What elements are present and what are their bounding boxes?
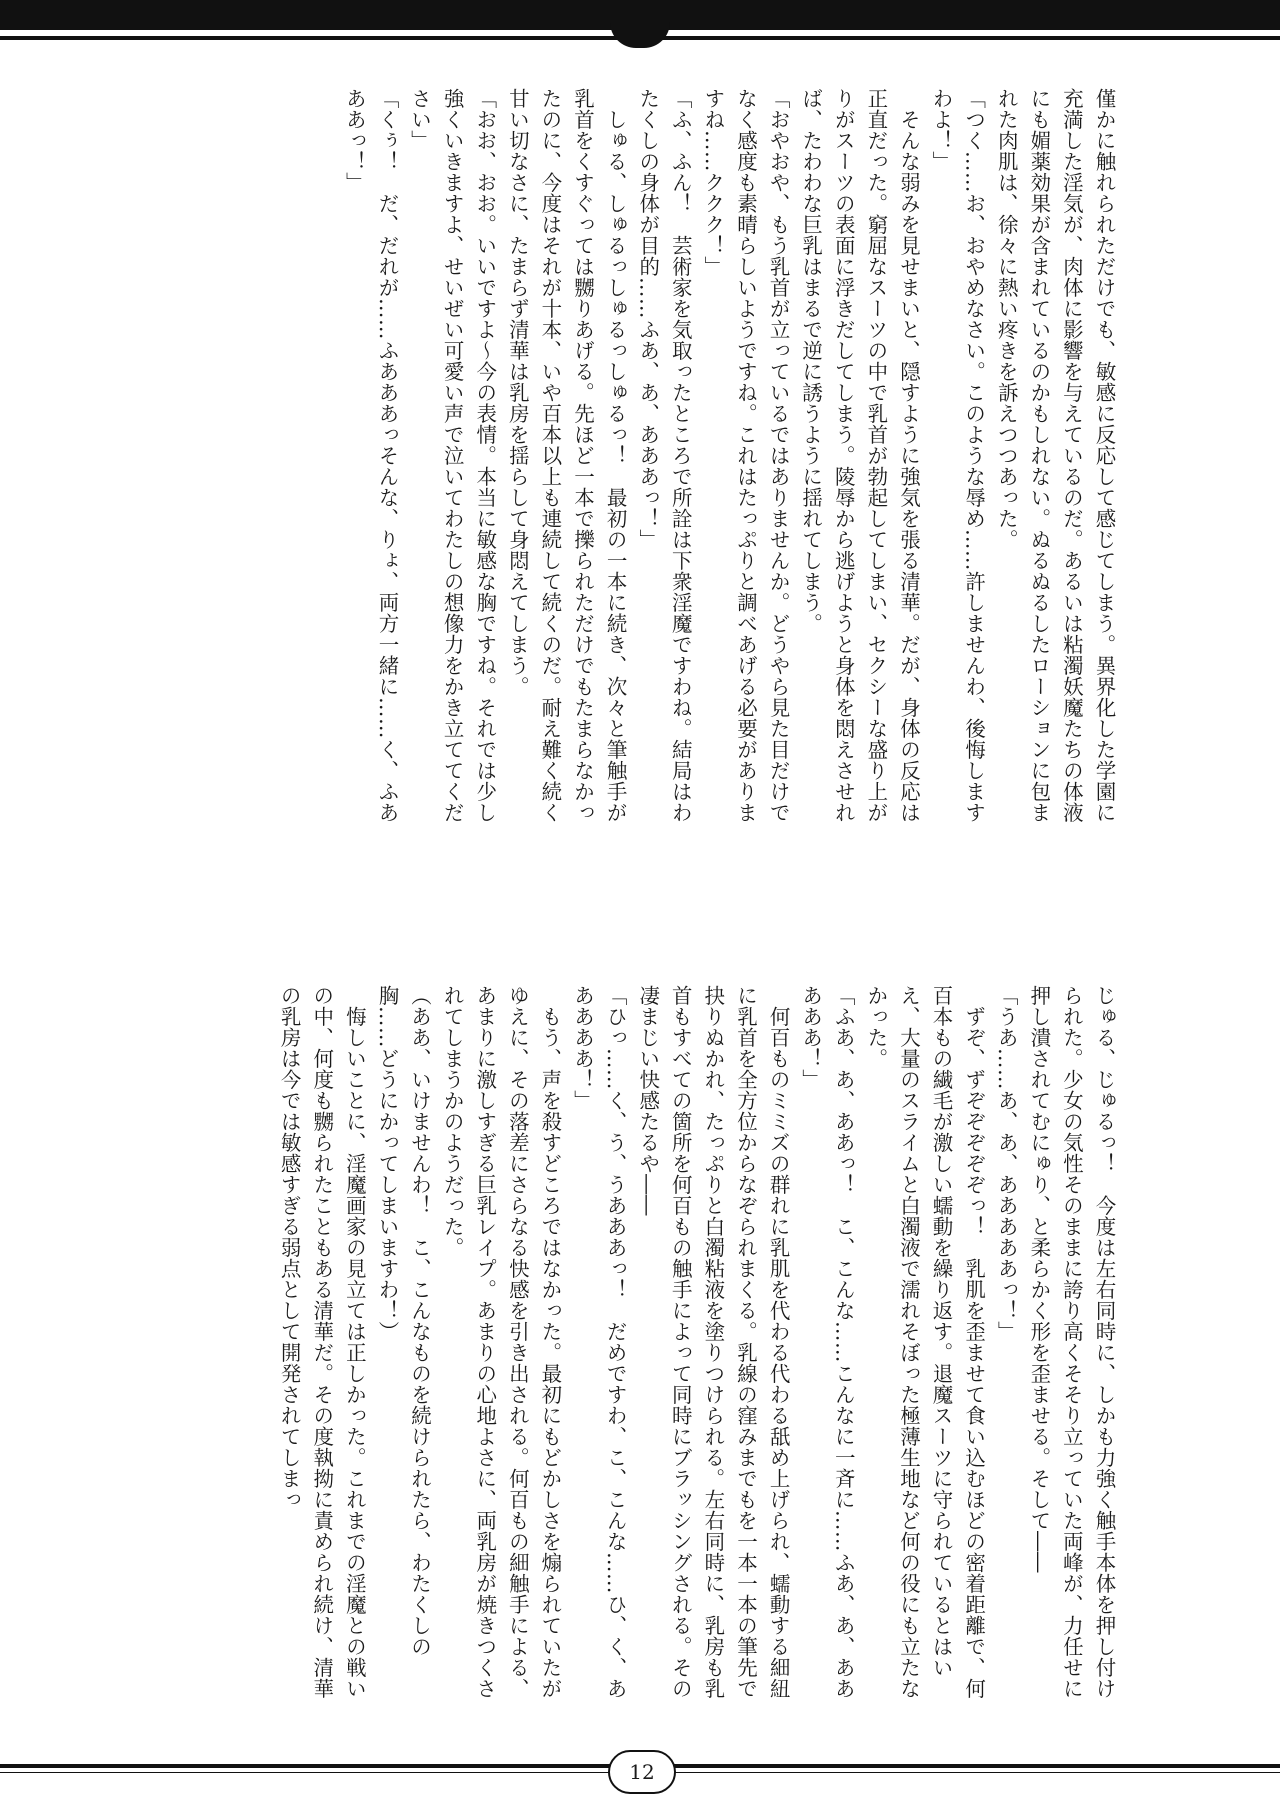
header-ornament: [610, 22, 670, 48]
page-number: 12: [608, 1750, 676, 1794]
text-block-top: 僅かに触れられただけでも、敏感に反応して感じてしまう。異界化した学園に充満した淫気が、肉体に影響を与えているのだ。あるいは粘濁妖魔たちの体液にも媚薬効果が含まれているのかもしれない。ぬるぬるしたローションに包まれた肉肌は、徐々に熱い疼きを訴えつつあった。 「つく……お、おやめなさい。このような辱め……許しませんわ、後悔しますわよ！」 そんな弱みを見せまいと、隠すように強気を張る清華。だが、身体の反応は正直だった。窮屈なスーツの中で乳首が勃起してしまい、セクシーな盛り上がりがスーツの表面に浮きだしてしまう。陵辱から逃げようと身体を悶えさせれば、たわわな巨乳はまるで逆に誘うように揺れてしまう。 「おやおや、もう乳首が立っているではありませんか。どうやら見た目だけでなく感度も素晴らしいようですね。これはたっぷりと調べあげる必要がありますね……ククク！」 「ふ、ふん！ 芸術家を気取ったところで所詮は下衆淫魔ですわね。結局はわたくしの身体が目的……ふあ、あ、あああっ！」 しゅる、しゅるっしゅるっしゅるっ！ 最初の一本に続き、次々と筆触手が乳首をくすぐっては嬲りあげる。先ほど一本で擽られただけでもたまらなかったのに、今度はそれが十本、いや百本以上も連続して続くのだ。耐え難く続く甘い切なさに、たまらず清華は乳房を揺らして身悶えてしまう。 「おお、おお。いいですよ〜今の表情。本当に敏感な胸ですね。それでは少し強くいきますよ、せいぜい可愛い声で泣いてわたしの想像力をかき立ててください」 「くぅ！ だ、だれが……ふあああっそんな、りょ、両方一緒に……く、ふあああっ！」: [342, 88, 1116, 823]
text-block-bottom: じゅる、じゅるっ！ 今度は左右同時に、しかも力強く触手本体を押し付けられた。少女の気性そのままに誇り高くそそり立っていた両峰が、力任せに押し潰されてむにゅり、と柔らかく形を歪ませる。そして―― 「うあ……あ、あ、あああああっ！」 ずぞ、ずぞぞぞぞぞっ！ 乳肌を歪ませて食い込むほどの密着距離で、何百本もの繊毛が激しい蠕動を繰り返す。退魔スーツに守られているとはいえ、大量のスライムと白濁液で濡れそぼった極薄生地など何の役にも立たなかった。 「ふあ、あ、ああっ！ こ、こんな……こんなに一斉に……ふあ、あ、あああああ！」 何百ものミミズの群れに乳肌を代わる代わる舐め上げられ、蠕動する細紐に乳首を全方位からなぞられまくる。乳線の窪みまでもを一本一本の筆先で抉りぬかれ、たっぷりと白濁粘液を塗りつけられる。左右同時に、乳房も乳首もすべての箇所を何百もの触手によって同時にブラッシングされる。その凄まじい快感たるや―― 「ひっ……く、う、うあああっ！ だめですわ、こ、こんな……ひ、く、あああああ！」 もう、声を殺すどころではなかった。最初にもどかしさを煽られていたがゆえに、その落差にさらなる快感を引き出される。何百もの細触手による、あまりに激しすぎる巨乳レイプ。あまりの心地よさに、両乳房が焼きつくされてしまうかのようだった。 （ああ、いけませんわ！ こ、こんなものを続けられたら、わたくしの胸……どうにかってしまいますわ！） 悔しいことに、淫魔画家の見立ては正しかった。これまでの淫魔との戦いの中、何度も嬲られたこともある清華だ。その度執拗に責められ続け、清華の乳房は今では敏感すぎる弱点として開発されてしまっ: [277, 985, 1116, 1699]
